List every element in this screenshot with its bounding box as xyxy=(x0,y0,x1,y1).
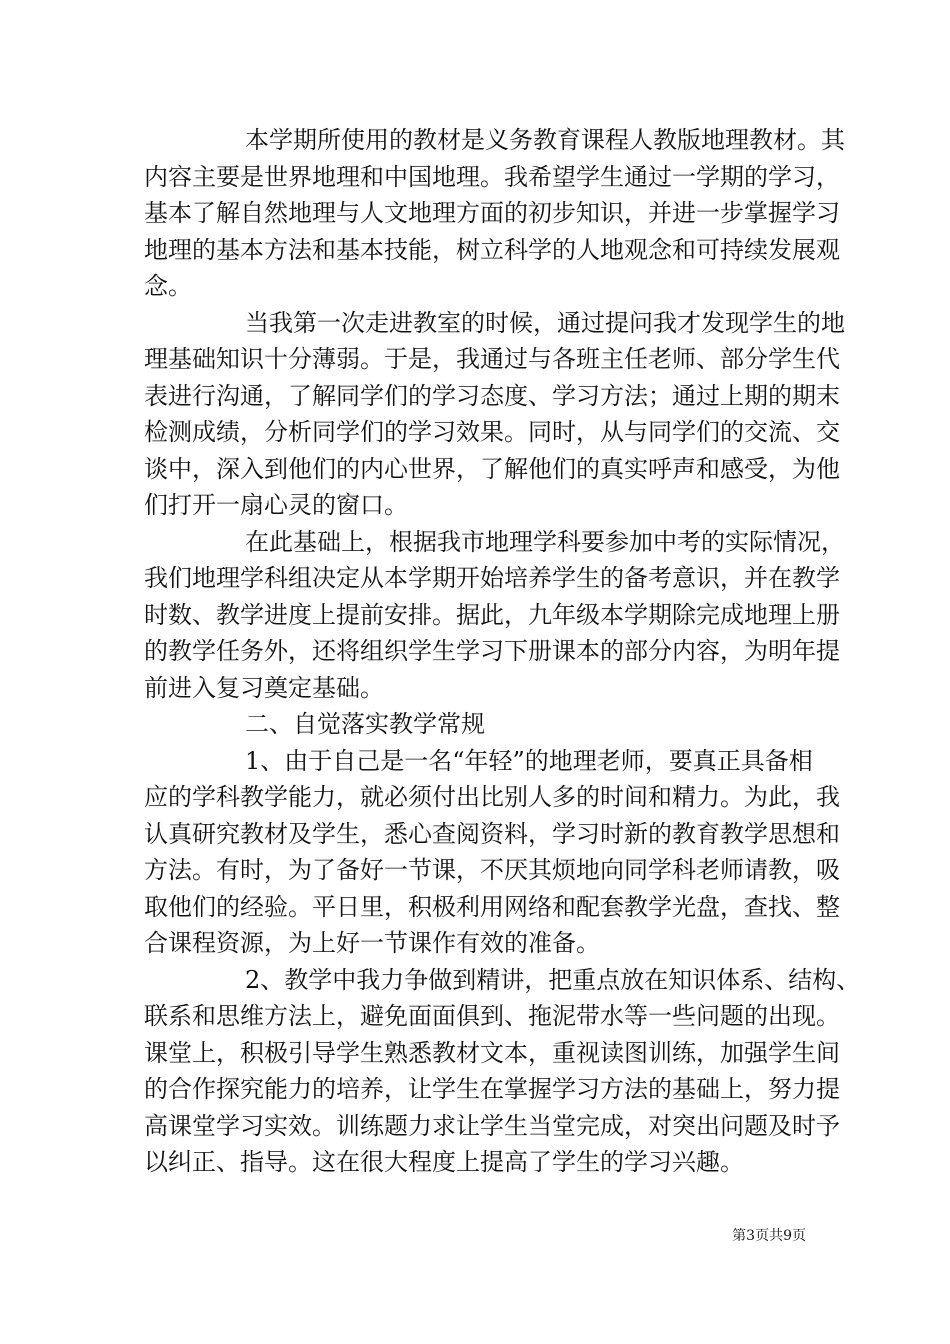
text-line: 课堂上，积极引导学生熟悉教材文本，重视读图训练，加强学生间 xyxy=(144,1038,840,1067)
text-line: 基本了解自然地理与人文地理方面的初步知识，并进一步掌握学习 xyxy=(144,199,840,227)
text-line: 1、由于自己是一名“年轻”的地理老师，要真正具备相 xyxy=(245,746,813,775)
text-line: 们打开一扇心灵的窗口。 xyxy=(144,491,408,519)
text-line: 合课程资源，为上好一节课作有效的准备。 xyxy=(144,929,600,957)
text-line: 应的学科教学能力，就必须付出比别人多的时间和精力。为此，我 xyxy=(144,783,840,811)
text-line: 当我第一次走进教室的时候，通过提问我才发现学生的地 xyxy=(245,308,845,337)
text-line: 方法。有时，为了备好一节课，不厌其烦地向同学科老师请教，吸 xyxy=(144,856,840,884)
text-line: 的教学任务外，还将组织学生学习下册课本的部分内容，为明年提 xyxy=(144,637,840,665)
text-line: 谈中，深入到他们的内心世界，了解他们的真实呼声和感受，为他 xyxy=(144,454,840,483)
text-line: 认真研究教材及学生，悉心查阅资料，学习时新的教育教学思想和 xyxy=(144,819,840,848)
text-line: 本学期所使用的教材是义务教育课程人教版地理教材。其 xyxy=(245,126,845,154)
text-line: 内容主要是世界地理和中国地理。我希望学生通过一学期的学习， xyxy=(144,162,840,191)
text-line: 以纠正、指导。这在很大程度上提高了学生的学习兴趣。 xyxy=(144,1148,744,1176)
page-number: 第3页共9页 xyxy=(732,1228,806,1244)
text-line: 高课堂学习实效。训练题力求让学生当堂完成，对突出问题及时予 xyxy=(144,1111,840,1140)
text-line: 2、教学中我力争做到精讲，把重点放在知识体系、结构、 xyxy=(245,965,861,994)
text-line: 的合作探究能力的培养，让学生在掌握学习方法的基础上，努力提 xyxy=(144,1075,840,1103)
text-line: 表进行沟通，了解同学们的学习态度、学习方法；通过上期的期末 xyxy=(144,381,840,410)
text-line: 时数、教学进度上提前安排。据此，九年级本学期除完成地理上册 xyxy=(144,600,840,629)
text-line: 联系和思维方法上，避免面面俱到、拖泥带水等一些问题的出现。 xyxy=(144,1002,840,1030)
text-line: 理基础知识十分薄弱。于是，我通过与各班主任老师、部分学生代 xyxy=(144,345,840,373)
text-line: 检测成绩，分析同学们的学习效果。同时，从与同学们的交流、交 xyxy=(144,418,840,446)
text-line: 二、自觉落实教学常规 xyxy=(245,710,485,738)
text-line: 在此基础上，根据我市地理学科要参加中考的实际情况， xyxy=(245,527,845,556)
text-line: 前进入复习奠定基础。 xyxy=(144,673,384,702)
text-line: 取他们的经验。平日里，积极利用网络和配套教学光盘，查找、整 xyxy=(144,892,840,921)
text-line: 地理的基本方法和基本技能，树立科学的人地观念和可持续发展观 xyxy=(144,235,840,264)
text-line: 我们地理学科组决定从本学期开始培养学生的备考意识，并在教学 xyxy=(144,564,840,592)
text-line: 念。 xyxy=(144,272,192,300)
